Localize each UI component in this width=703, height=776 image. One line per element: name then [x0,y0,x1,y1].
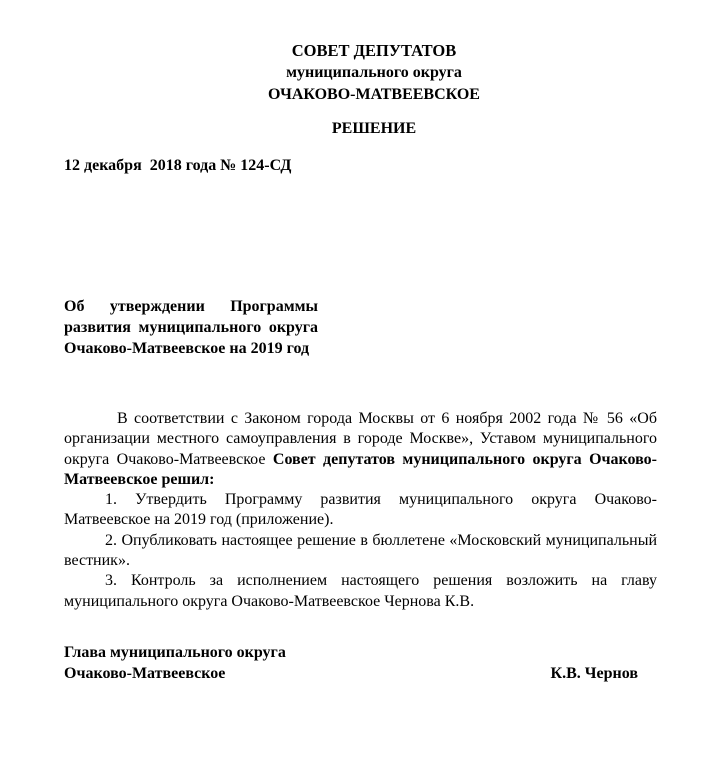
intro-paragraph [64,409,657,490]
resolution-item-2: 2. Опубликовать настоящее решение в бюллетене «Московский муниципальный вестник». [64,531,657,570]
date-and-number: 12 декабря 2018 года № 124-СД [64,157,292,174]
council-title: СОВЕТ ДЕПУТАТОВ [291,41,457,60]
signatory-name: К.В. Чернов [550,665,638,682]
signature-row [64,663,638,684]
signature-block [64,642,638,684]
document-type: РЕШЕНИЕ [331,120,417,137]
resolution-item-3: 3. Контроль за исполнением настоящего решения возложить на главу муниципального округа Очаково-Матвеевское Чернова К.В. [64,572,657,610]
intro-text: В соответствии с Законом города Москвы от 6 ноября 2002 года № 56 «Об организации местного самоуправления в городе Москве», Уставом муниципального округа Очаково-Матвеевское [64,410,657,468]
signatory-district: Очаково-Матвеевское [64,665,226,682]
intro-bold-text: Совет депутатов муниципального округа Очаково-Матвеевское решил: [64,450,658,488]
document-body [64,409,657,612]
document-header [0,40,703,106]
signatory-position: Глава муниципального округа [64,644,286,661]
resolution-item-1: 1. Утвердить Программу развития муниципального округа Очаково-Матвеевское на 2019 год (приложение). [64,491,657,529]
council-subtitle: муниципального округа [286,64,462,81]
decision-subject: Об утверждении Программы развития муниципального округа Очаково-Матвеевское на 2019 год [64,298,318,357]
district-name: ОЧАКОВО-МАТВЕЕВСКОЕ [268,86,480,103]
